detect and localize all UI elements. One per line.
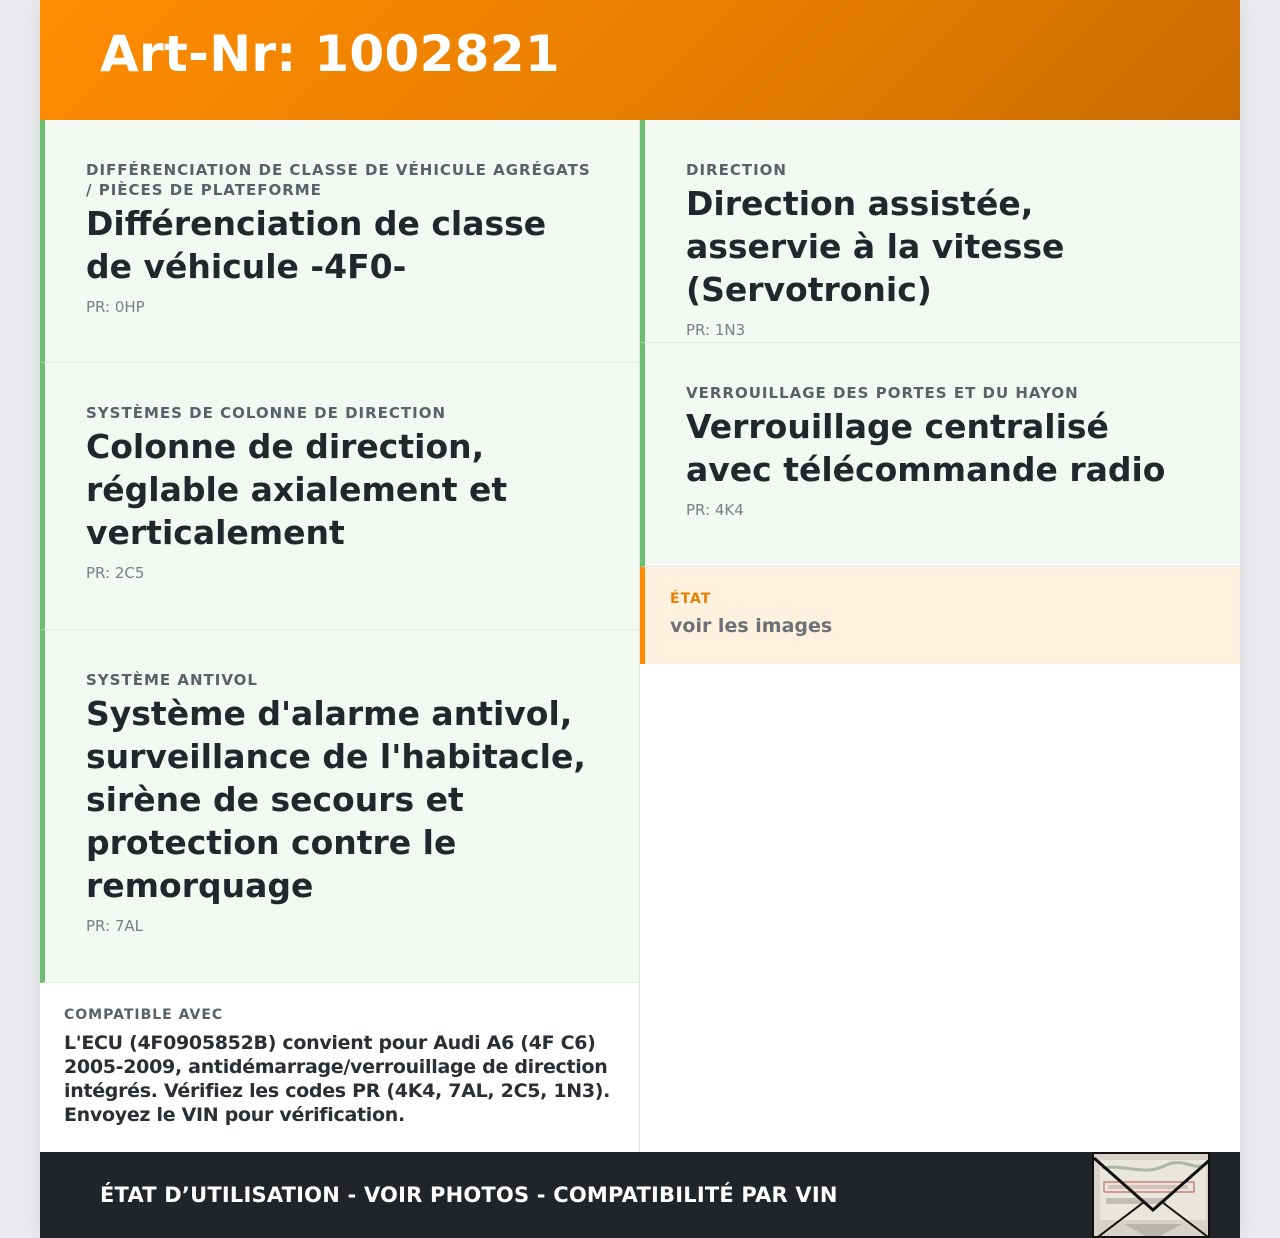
spec-title: Verrouillage centralisé avec télécommande radio bbox=[686, 407, 1166, 489]
spec-card bbox=[640, 343, 1240, 567]
compatibility-text: L'ECU (4F0905852B) convient pour Audi A6 (4F C6) 2005-2009, antidémarrage/verrouillage de direction intégrés. Vérifiez les codes PR (4K4, 7AL, 2C5, 1N3). Envoyez le VIN pour vérification. bbox=[64, 1032, 611, 1126]
spec-pr-code: PR: 7AL bbox=[86, 917, 143, 935]
right-column bbox=[640, 120, 1240, 1153]
spec-title: Différenciation de classe de véhicule -4F0- bbox=[86, 204, 547, 286]
condition-box bbox=[640, 567, 1240, 664]
compatibility-label: COMPATIBLE AVEC bbox=[64, 1007, 224, 1023]
page-footer bbox=[40, 1152, 1240, 1238]
spec-card bbox=[40, 363, 639, 630]
spec-category: DIFFÉRENCIATION DE CLASSE DE VÉHICULE AGRÉGATS / PIÈCES DE PLATEFORME bbox=[86, 161, 591, 199]
spec-category: SYSTÈMES DE COLONNE DE DIRECTION bbox=[86, 404, 447, 422]
spec-title: Direction assistée, asservie à la vitesse (Servotronic) bbox=[686, 184, 1065, 309]
spec-category: VERROUILLAGE DES PORTES ET DU HAYON bbox=[686, 384, 1079, 402]
condition-label: ÉTAT bbox=[670, 591, 712, 607]
spec-category: SYSTÈME ANTIVOL bbox=[86, 671, 258, 689]
spec-card bbox=[640, 120, 1240, 343]
article-number-title: Art-Nr: 1002821 bbox=[100, 25, 560, 83]
spec-pr-code: PR: 2C5 bbox=[86, 564, 145, 582]
page-header bbox=[40, 0, 1240, 120]
spec-pr-code: PR: 1N3 bbox=[686, 321, 746, 339]
spec-title: Colonne de direction, réglable axialement et verticalement bbox=[86, 427, 508, 552]
spec-card bbox=[40, 120, 639, 363]
condition-value: voir les images bbox=[670, 615, 833, 637]
thumbnail-image-icon bbox=[1094, 1154, 1210, 1238]
spec-columns bbox=[40, 120, 1240, 1153]
spec-title: Système d'alarme antivol, surveillance de l'habitacle, sirène de secours et protection contre le remorquage bbox=[86, 694, 586, 905]
product-photo-thumbnail-icon[interactable] bbox=[1092, 1152, 1210, 1238]
spec-card bbox=[40, 630, 639, 983]
page-sheet bbox=[40, 0, 1240, 1238]
spec-category: DIRECTION bbox=[686, 161, 787, 179]
left-column bbox=[40, 120, 640, 1153]
footer-text: ÉTAT D’UTILISATION - VOIR PHOTOS - COMPATIBILITÉ PAR VIN bbox=[100, 1183, 838, 1207]
spec-pr-code: PR: 4K4 bbox=[686, 501, 744, 519]
compatibility-section bbox=[40, 983, 639, 1153]
spec-pr-code: PR: 0HP bbox=[86, 298, 145, 316]
